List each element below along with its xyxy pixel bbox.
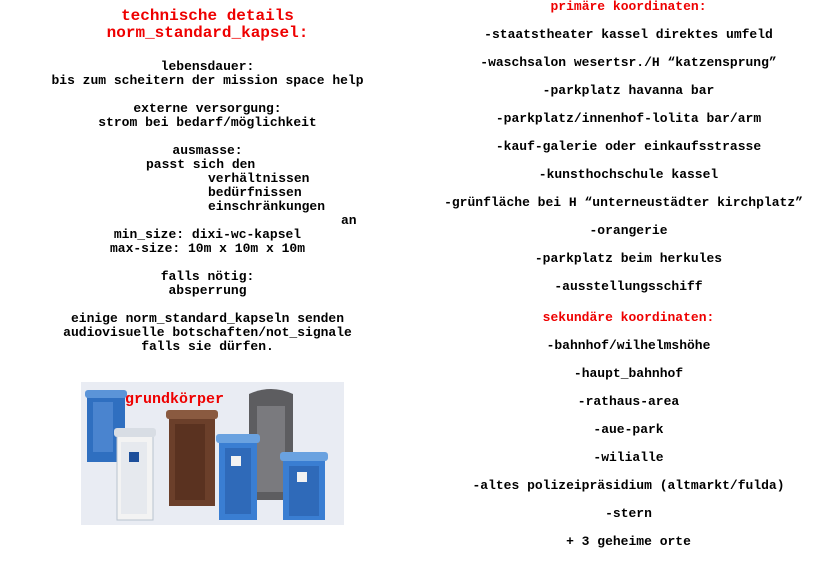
lebensdauer-value: bis zum scheitern der mission space help: [51, 73, 364, 88]
list-item: -parkplatz/innenhof-lolita bar/arm: [495, 111, 762, 126]
primary-coordinates-header: primäre koordinaten:: [550, 0, 707, 14]
list-item: -kauf-galerie oder einkaufsstrasse: [495, 139, 762, 154]
versorgung-value: strom bei bedarf/möglichkeit: [98, 115, 317, 130]
list-item: -aue-park: [593, 422, 664, 437]
ausmasse-line-4: einschränkungen: [208, 199, 326, 214]
list-item: -parkplatz beim herkules: [534, 251, 723, 266]
lebensdauer-label: lebensdauer:: [160, 59, 255, 74]
ausmasse-line-5: an: [341, 213, 357, 228]
signal-line-3: falls sie dürfen.: [141, 339, 274, 354]
list-item: -staatstheater kassel direktes umfeld: [484, 27, 773, 42]
list-item: -bahnhof/wilhelmshöhe: [546, 338, 711, 353]
list-item: -wilialle: [593, 450, 664, 465]
ausmasse-line-1: passt sich den: [146, 157, 256, 172]
title-line-1: technische details: [121, 7, 294, 25]
photo-label: grundkörper: [125, 391, 225, 408]
list-item: -haupt_bahnhof: [573, 366, 684, 381]
list-item: -ausstellungsschiff: [554, 279, 703, 294]
list-item: -orangerie: [589, 223, 668, 238]
falls-label: falls nötig:: [160, 269, 255, 284]
list-item: -altes polizeipräsidium (altmarkt/fulda): [472, 478, 785, 493]
list-item: -parkplatz havanna bar: [542, 83, 715, 98]
list-item: + 3 geheime orte: [566, 534, 691, 549]
title-line-2: norm_standard_kapsel:: [106, 24, 309, 42]
list-item: -stern: [605, 506, 652, 521]
list-item: -waschsalon wesertsr./H “katzensprung”: [480, 55, 777, 70]
signal-line-1: einige norm_standard_kapseln senden: [70, 311, 345, 326]
list-item: -kunsthochschule kassel: [538, 167, 719, 182]
falls-value: absperrung: [168, 283, 247, 298]
max-size: max-size: 10m x 10m x 10m: [109, 241, 306, 256]
versorgung-label: externe versorgung:: [133, 101, 282, 116]
ausmasse-label: ausmasse:: [172, 143, 243, 158]
ausmasse-line-2: verhältnissen: [208, 171, 310, 186]
ausmasse-line-3: bedürfnissen: [208, 185, 302, 200]
portable-toilets-image: [81, 382, 344, 525]
list-item: -grünfläche bei H “unterneustädter kirchplatz”: [444, 195, 803, 210]
list-item: -rathaus-area: [577, 394, 680, 409]
secondary-coordinates-header: sekundäre koordinaten:: [542, 310, 715, 325]
signal-line-2: audiovisuelle botschaften/not_signale: [63, 325, 352, 340]
min-size: min_size: dixi-wc-kapsel: [113, 227, 302, 242]
